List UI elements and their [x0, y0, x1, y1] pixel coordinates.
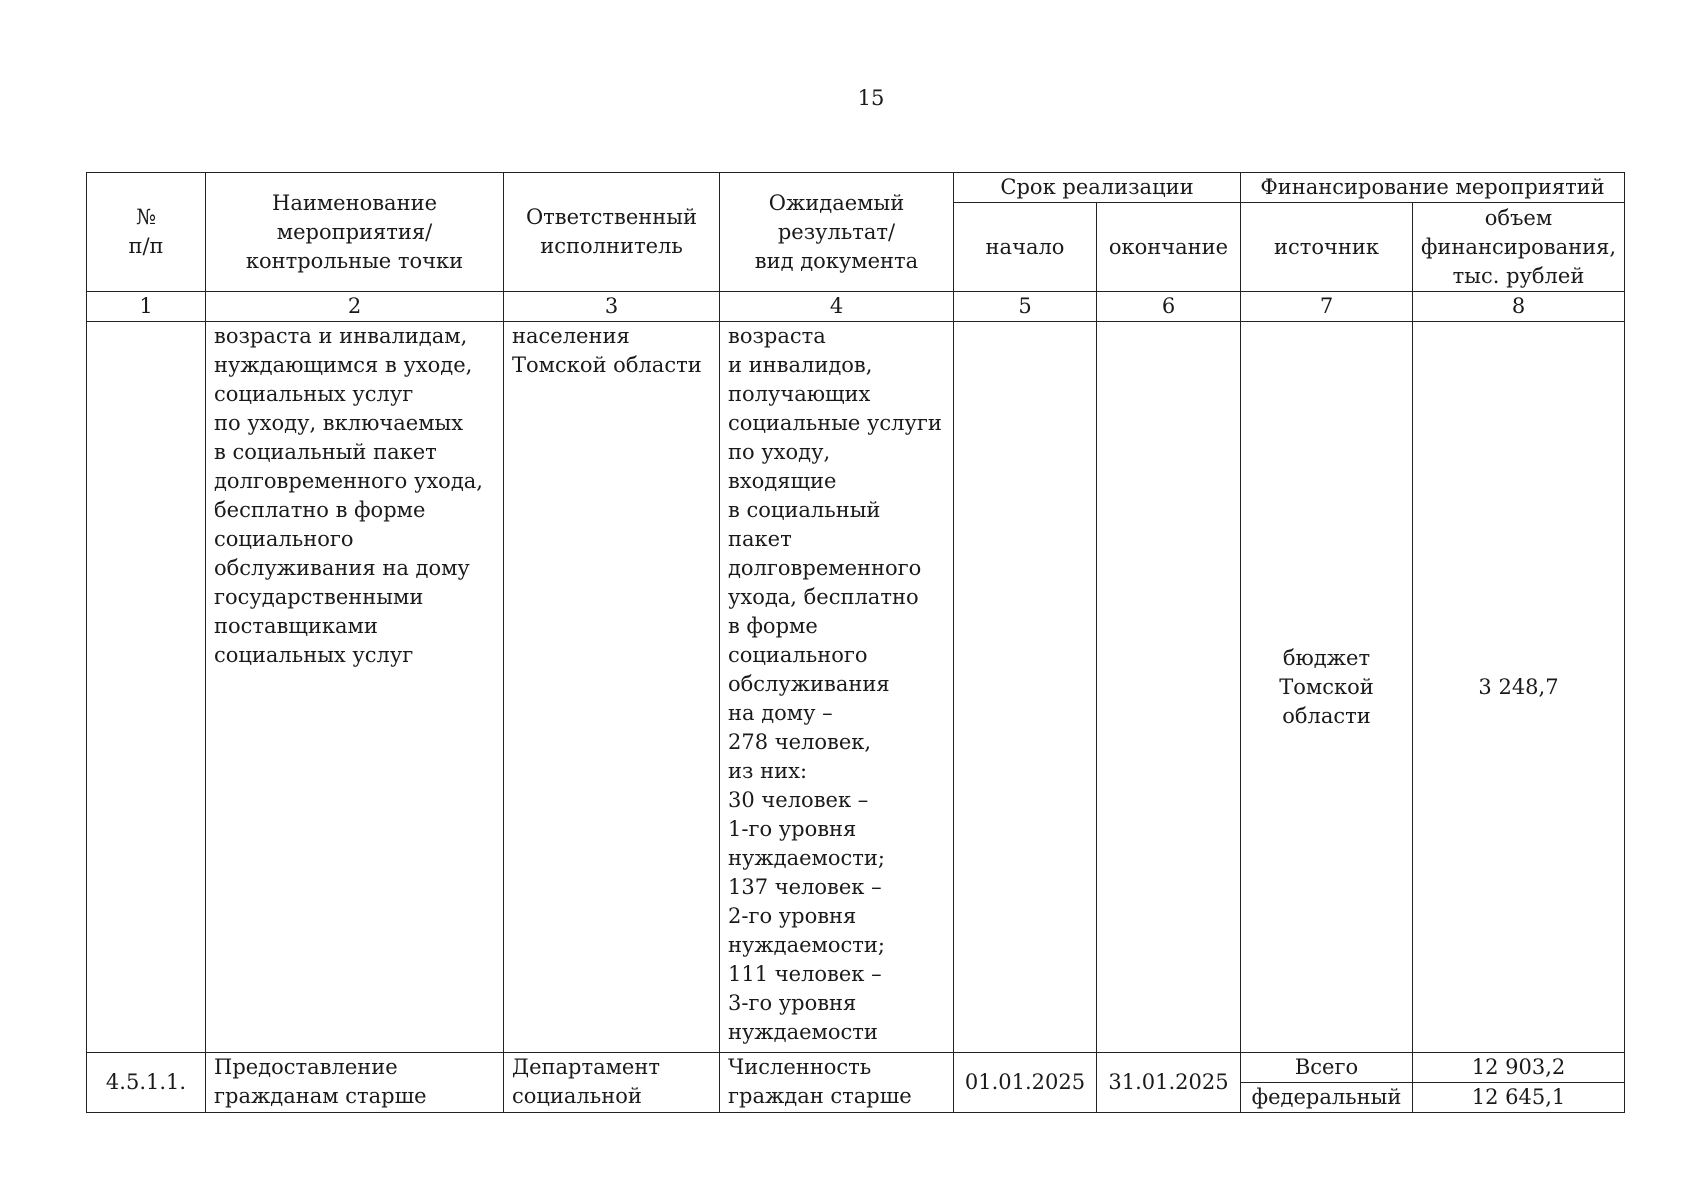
column-number: 1	[87, 292, 206, 322]
header-col-name: Наименование мероприятия/ контрольные точки	[206, 173, 504, 292]
row-number	[87, 322, 206, 1053]
column-number: 6	[1097, 292, 1241, 322]
column-number: 5	[954, 292, 1097, 322]
row-finance-source: бюджет Томской области	[1241, 322, 1413, 1053]
header-col-responsible: Ответственный исполнитель	[504, 173, 720, 292]
finance-source-federal: федеральный	[1241, 1083, 1413, 1113]
table-row	[87, 322, 1625, 1053]
row-end-date	[1097, 322, 1241, 1053]
column-number: 2	[206, 292, 504, 322]
header-group-term: Срок реализации	[954, 173, 1241, 203]
row-start-date: 01.01.2025	[954, 1053, 1097, 1113]
row-responsible: Департамент социальной	[504, 1053, 720, 1113]
column-number: 8	[1413, 292, 1625, 322]
row-name: Предоставление гражданам старше	[206, 1053, 504, 1113]
page-number: 15	[857, 86, 885, 110]
finance-volume-total: 12 903,2	[1413, 1053, 1625, 1083]
header-col-result: Ожидаемый результат/ вид документа	[720, 173, 954, 292]
header-col-source: источник	[1241, 203, 1413, 292]
row-result: Численность граждан старше	[720, 1053, 954, 1113]
header-col-no: № п/п	[87, 173, 206, 292]
row-name: возраста и инвалидам, нуждающимся в уходе, социальных услуг по уходу, включаемых в социальный пакет долговременного ухода, бесплатно в форме социального обслуживания на дому государственными поставщиками социальных услуг	[206, 322, 504, 1053]
column-number: 3	[504, 292, 720, 322]
header-col-end: окончание	[1097, 203, 1241, 292]
row-start-date	[954, 322, 1097, 1053]
finance-source-total: Всего	[1241, 1053, 1413, 1083]
header-group-finance: Финансирование мероприятий	[1241, 173, 1625, 203]
row-number: 4.5.1.1.	[87, 1053, 206, 1113]
header-col-volume: объем финансирования, тыс. рублей	[1413, 203, 1625, 292]
finance-volume-federal: 12 645,1	[1413, 1083, 1625, 1113]
table-row	[87, 1053, 1625, 1083]
row-end-date: 31.01.2025	[1097, 1053, 1241, 1113]
row-result: возраста и инвалидов, получающих социальные услуги по уходу, входящие в социальный пакет долговременного ухода, бесплатно в форме социального обслуживания на дому – 278 человек, из них: 30 человек – 1-го уровня нуждаемости; 137 человек – 2-го уровня нуждаемости; 111 человек – 3-го уровня нуждаемости	[720, 322, 954, 1053]
column-number: 4	[720, 292, 954, 322]
header-col-start: начало	[954, 203, 1097, 292]
action-plan-table	[86, 172, 1625, 1113]
row-responsible: населения Томской области	[504, 322, 720, 1053]
column-number: 7	[1241, 292, 1413, 322]
row-finance-volume: 3 248,7	[1413, 322, 1625, 1053]
column-numbers-row	[87, 292, 1625, 322]
